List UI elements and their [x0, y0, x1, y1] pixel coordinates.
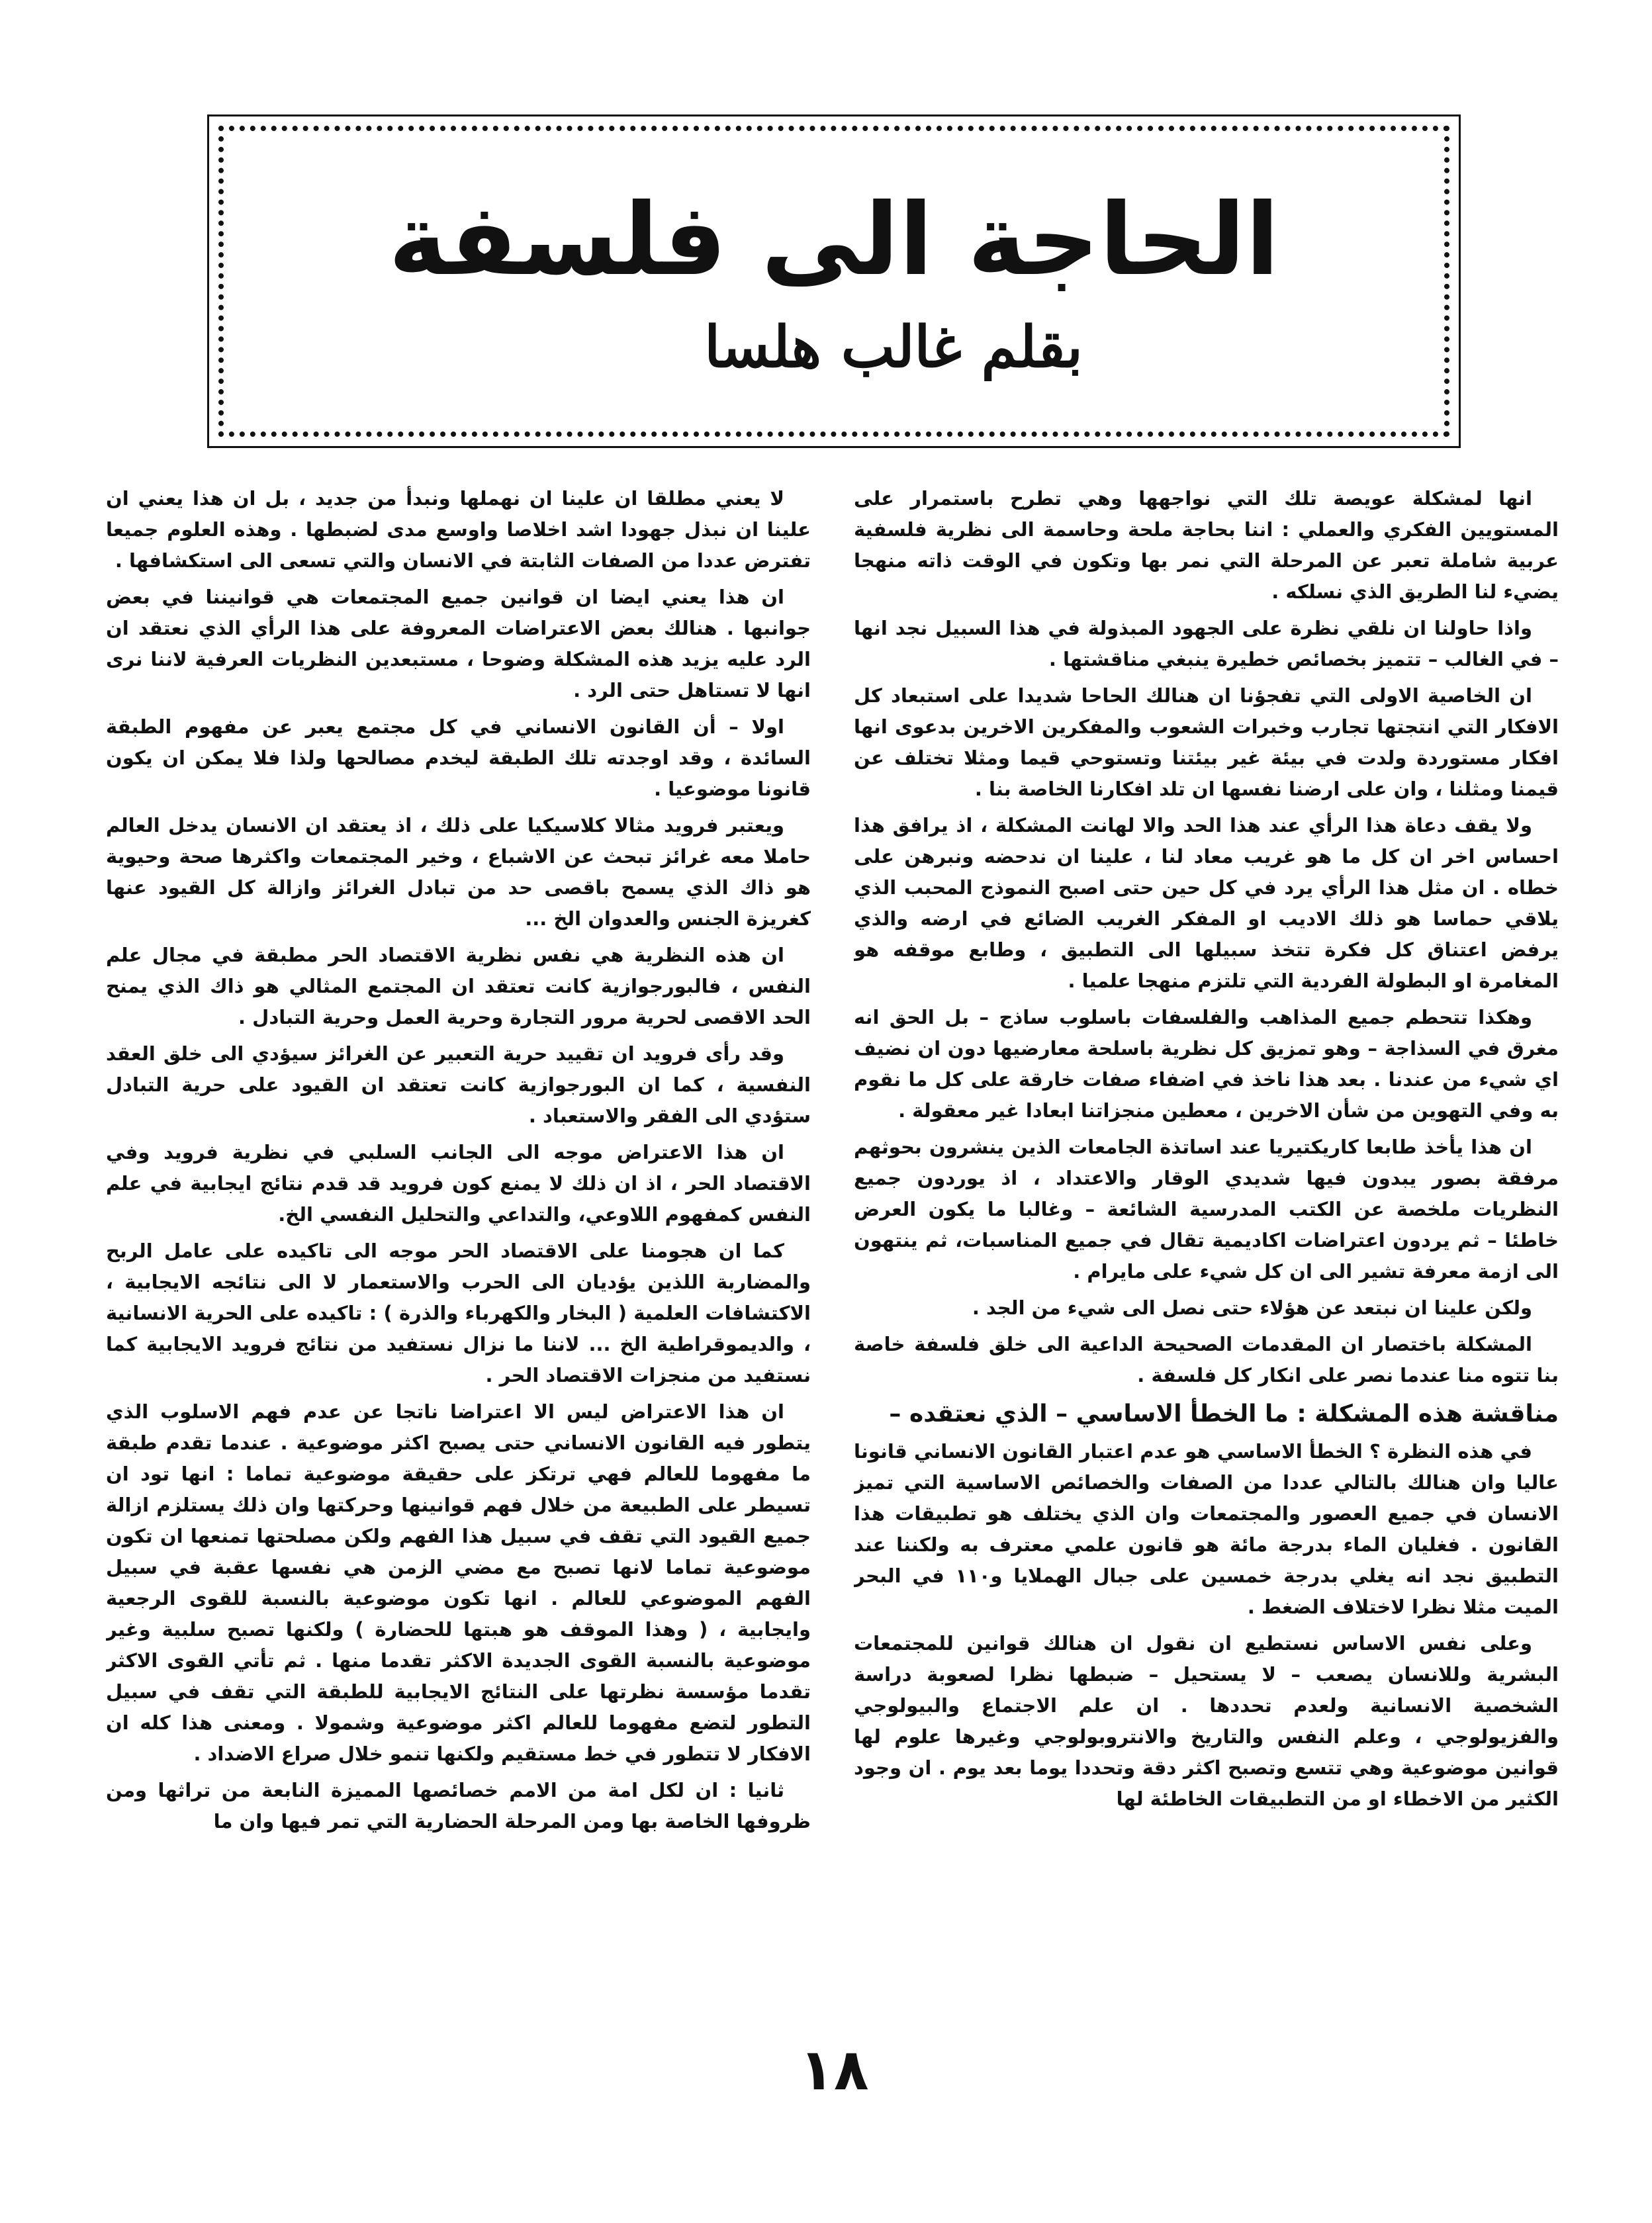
title-frame — [218, 126, 1449, 437]
paragraph: وعلى نفس الاساس نستطيع ان نقول ان هنالك قوانين للمجتمعات البشرية وللانسان يصعب – لا يستحيل – ضبطها نظرا لصعوبة دراسة الشخصية الانسانية ولعدم تحددها . ان علم الاجتماع والبيولوجي والفزيولوجي ، وعلم النفس والتاريخ والانتروبولوجي وغيرها علوم لها قوانين موضوعية وهي تتسع وتصبح اكثر دقة وتحددا يوما بعد يوم . ان وجود الكثير من الاخطاء او من التطبيقات الخاطئة لها — [854, 1632, 1559, 1810]
article-byline: بقلم غالب هلسا — [704, 314, 1083, 381]
paragraph: وهكذا تتحطم جميع المذاهب والفلسفات باسلوب ساذج – بل الحق انه مغرق في السذاجة – وهو تمزيق كل نظرية باسلحة معارضيها دون ان نضيف اي شيء من عندنا . بعد هذا ناخذ في اضفاء صفات خارقة على كل ما نقوم به وفي التهوين من شأن الاخرين ، معطين منجزاتنا ابعادا غير معقولة . — [854, 1006, 1559, 1122]
paragraph: واذا حاولنا ان نلقي نظرة على الجهود المبذولة في هذا السبيل نجد انها – في الغالب – تتميز بخصائص خطيرة ينبغي مناقشتها . — [854, 617, 1559, 670]
page-number: ١٨ — [799, 2037, 869, 2103]
article-title: الحاجة الى فلسفة — [388, 183, 1280, 298]
right-column — [854, 483, 1559, 2058]
paragraph: ان هذا يعني ايضا ان قوانين جميع المجتمعات هي قوانيننا في بعض جوانبها . هنالك بعض الاعتراضات المعروفة على هذا الرأي الذي نعتقد ان الرد عليه يزيد هذه المشكلة وضوحا ، مستبعدين النظريات العرفية لاننا نرى انها لا تستاهل حتى الرد . — [106, 586, 811, 702]
paragraph: ويعتبر فرويد مثالا كلاسيكيا على ذلك ، اذ يعتقد ان الانسان يدخل العالم حاملا معه غرائز تبحث عن الاشباع ، وخير المجتمعات واكثرها صحة وحيوية هو ذاك الذي يسمح باقصى حد من تبادل الغرائز وازالة كل القيود عنها كغريزة الجنس والعدوان الخ ... — [106, 814, 811, 930]
paragraph: ان هذه النظرية هي نفس نظرية الاقتصاد الحر مطبقة في مجال علم النفس ، فالبورجوازية كانت تعتقد ان المجتمع المثالي هو ذاك الذي يمنح الحد الاقصى لحرية مرور التجارة وحرية العمل وحرية التبادل . — [106, 944, 811, 1028]
paragraph: ولا يقف دعاة هذا الرأي عند هذا الحد والا لهانت المشكلة ، اذ يرافق هذا احساس اخر ان كل ما هو غريب معاد لنا ، علينا ان ندحضه ونبرهن على خطاه . ان مثل هذا الرأي يرد في كل حين حتى اصبح النموذج المحبب الذي يلاقي حماسا هو ذلك الاديب او المفكر الغريب الضائع في ارضه والذي يرفض اعتناق كل فكرة تتخذ سبيلها الى التطبيق ، وطابع موقفه هو المغامرة او البطولة الفردية التي تلتزم منهجا علميا . — [854, 814, 1559, 992]
paragraph: في هذه النظرة ؟ الخطأ الاساسي هو عدم اعتبار القانون الانساني قانونا عاليا وان هنالك بالتالي عددا من الصفات والخصائص الاساسية التي تميز الانسان في جميع العصور والمجتمعات وان الذي يختلف هو تطبيقات هذا القانون . فغليان الماء بدرجة مائة هو قانون علمي معترف به ولكننا عند التطبيق نجد انه يغلي بدرجة خمسين على جبال الهملايا و١١٠ في البحر الميت مثلا نظرا لاختلاف الضغط . — [854, 1440, 1559, 1618]
paragraph: انها لمشكلة عويصة تلك التي نواجهها وهي تطرح باستمرار على المستويين الفكري والعملي : اننا بحاجة ملحة وحاسمة الى نظرية فلسفية عربية شاملة تعبر عن المرحلة التي نمر بها وتكون في الوقت ذاته منهجا يضيء لنا الطريق الذي نسلكه . — [854, 487, 1559, 603]
paragraph: لا يعني مطلقا ان علينا ان نهملها ونبدأ من جديد ، بل ان هذا يعني ان علينا ان نبذل جهودا اشد اخلاصا واوسع مدى لضبطها . وهذه العلوم جميعا تفترض عددا من الصفات الثابتة في الانسان والتي تسعى الى استكشافها . — [106, 487, 811, 572]
left-column — [106, 483, 811, 2058]
paragraph: المشكلة باختصار ان المقدمات الصحيحة الداعية الى خلق فلسفة خاصة بنا تتوه منا عندما نصر على انكار كل فلسفة . — [854, 1333, 1559, 1386]
paragraph: وقد رأى فرويد ان تقييد حرية التعبير عن الغرائز سيؤدي الى خلق العقد النفسية ، كما ان البورجوازية كانت تعتقد ان القيود على حرية التبادل ستؤدي الى الفقر والاستعباد . — [106, 1042, 811, 1127]
paragraph: ان هذا الاعتراض ليس الا اعتراضا ناتجا عن عدم فهم الاسلوب الذي يتطور فيه القانون الانساني حتى يصبح اكثر موضوعية . عندما تقدم طبقة ما مفهوما للعالم فهي ترتكز على حقيقة موضوعية تماما : انها تود ان تسيطر على الطبيعة من خلال فهم قوانينها وحركتها وان ذلك يستلزم ازالة جميع القيود التي تقف في سبيل هذا الفهم ولكن مصلحتها تمنعها ان تكون موضوعية تماما لانها تصبح مع مضي الزمن هي نفسها عقبة في سبيل الفهم الموضوعي للعالم . انها تكون موضوعية بالنسبة للقوى الرجعية وايجابية ، ( وهذا الموقف هو هبتها للحضارة ) ولكنها تصبح سلبية وغير موضوعية بالنسبة القوى الجديدة الاكثر تقدما منها . ثم تأتي القوى الاكثر تقدما مؤسسة نظرتها على النتائج الايجابية للطبقة التي تقف في سبيل التطور لتضع مفهوما للعالم اكثر موضوعية وشمولا . ومعنى هذا كله ان الافكار لا تتطور في خط مستقيم ولكنها تنمو خلال صراع الاضداد . — [106, 1400, 811, 1765]
paragraph: ان هذا يأخذ طابعا كاريكتيريا عند اساتذة الجامعات الذين ينشرون بحوثهم مرفقة بصور يبدون فيها شديدي الوقار والاعتداد ، اذ يوردون جميع النظريات ملخصة عن الكتب المدرسية الشائعة – وغالبا ما يكون العرض خاطئا – ثم يردون اعتراضات اكاديمية تقال في جميع المناسبات، ثم ينتهون الى ازمة معرفة تشير الى ان كل شيء على مايرام . — [854, 1136, 1559, 1283]
section-heading: مناقشة هذه المشكلة : ما الخطأ الاساسي – الذي نعتقده – — [889, 1400, 1559, 1428]
paragraph: ثانيا : ان لكل امة من الامم خصائصها المميزة النابعة من تراثها ومن ظروفها الخاصة بها ومن المرحلة الحضارية التي تمر فيها وان ما — [106, 1779, 811, 1833]
paragraph: ان الخاصية الاولى التي تفجؤنا ان هنالك الحاحا شديدا على استبعاد كل الافكار التي انتجتها تجارب وخبرات الشعوب والمفكرين الاخرين بدعوى انها افكار مستوردة ولدت في بيئة غير بيئتنا وتستوحي قيما ومثلا تختلف عن قيمنا ومثلنا ، وان على ارضنا نفسها ان تلد افكارنا الخاصة بنا . — [854, 684, 1559, 800]
paragraph: اولا – أن القانون الانساني في كل مجتمع يعبر عن مفهوم الطبقة السائدة ، وقد اوجدته تلك الطبقة ليخدم مصالحها ولذا فلا يمكن ان يكون قانونا موضوعيا . — [106, 715, 811, 800]
paragraph: ان هذا الاعتراض موجه الى الجانب السلبي في نظرية فرويد وفي الاقتصاد الحر ، اذ ان ذلك لا يمنع كون فرويد قد قدم نتائج ايجابية في علم النفس كمفهوم اللاوعي، والتداعي والتحليل النفسي الخ. — [106, 1141, 811, 1226]
paragraph: ولكن علينا ان نبتعد عن هؤلاء حتى نصل الى شيء من الجد . — [972, 1296, 1532, 1319]
paragraph: كما ان هجومنا على الاقتصاد الحر موجه الى تاكيده على عامل الربح والمضاربة اللذين يؤديان الى الحرب والاستعمار لا الى نتائجه الايجابية ، الاكتشافات العلمية ( البخار والكهرباء والذرة ) : تاكيده على الحرية الانسانية ، والديموقراطية الخ ... لاننا ما نزال نستفيد من نتائج فرويد الايجابية كما نستفيد من منجزات الاقتصاد الحر . — [106, 1240, 811, 1386]
